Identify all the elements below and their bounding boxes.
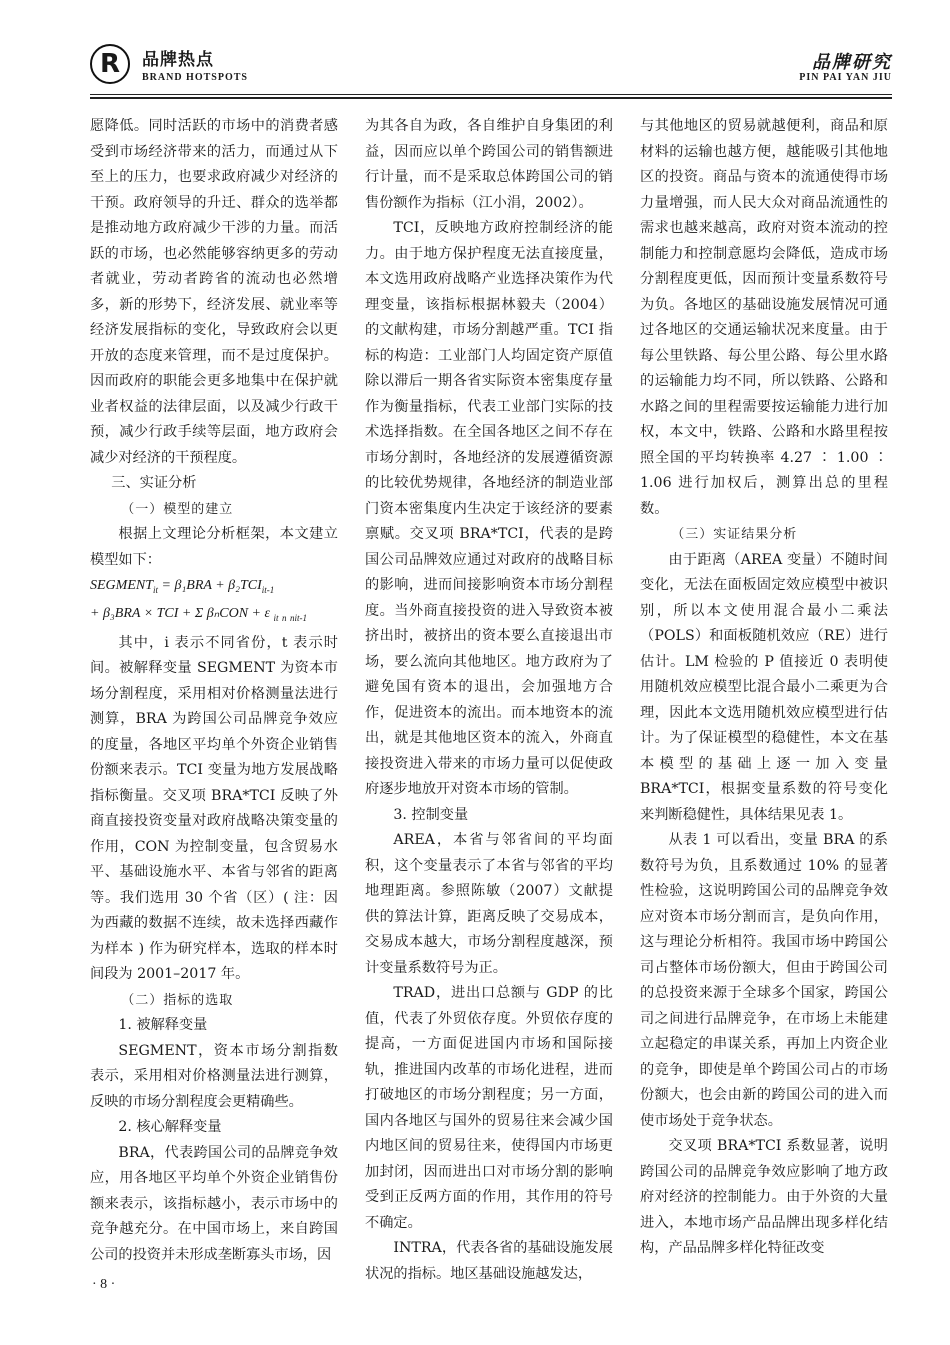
brand-title-en: BRAND HOTSPOTS	[142, 72, 248, 83]
paragraph: BRA，代表跨国公司的品牌竞争效应，用各地区平均单个外资企业销售份额来表示，该指标越小，表示市场中的竞争越充分。在中国市场上，来自跨国公司的投资并未形成垄断寡头市场，因	[90, 1144, 338, 1263]
equation-line-2: + β₃BRA × TCI + Σ βₙCON + ε $_{it}$ $_n$ $_{nit-1}$	[90, 605, 308, 623]
paragraph: 与其他地区的贸易就越便利，商品和原材料的运输也越方便，越能吸引其他地区的投资。商品与资本的流通使得市场力量增强，而人民大众对商品流通性的需求也越来越高，政府对资本流动的控制能力和控制意愿均会降低，造成市场分割程度更低，因而预计变量系数符号为负。各地区的基础设施发展情况可通过各地区的交通运输状况来度量。由于每公里铁路、每公里公路、每公里水路的运输能力均不同，所以铁路、公路和水路之间的里程需要按运输能力进行加权，本文中，铁路、公路和水路里程按照全国的平均转换率 4.27 ∶ 1.00 ∶ 1.06 进行加权后，测算出总的里程数。	[640, 118, 888, 517]
model-equation	[90, 573, 338, 631]
header-rule-thick	[90, 97, 892, 99]
paragraph: 愿降低。同时活跃的市场中的消费者感受到市场经济带来的活力，而通过从下至上的压力，也要求政府减少对经济的干预。政府领导的升迁、群众的选举都是推动地方政府减少干涉的力量。而活跃的市场，也必然能够容纳更多的劳动者就业，劳动者跨省的流动也必然增多，新的形势下，经济发展、就业率等经济发展指标的变化，导致政府会以更开放的态度来管理，而不是过度保护。因而政府的职能会更多地集中在保护就业者权益的法律层面，以及减少行政干预，减少行政手续等层面，地方政府会减少对经济的干预程度。	[90, 118, 338, 466]
paragraph: INTRA，代表各省的基础设施发展状况的指标。地区基础设施越发达，	[365, 1240, 613, 1282]
registered-logo-icon: R	[90, 44, 130, 84]
equation-line-1: $SEGMENT_{it} = \beta_1BRA + \beta_2TCI_{it-1}$	[90, 578, 275, 595]
journal-title-cn: 品牌研究	[812, 52, 892, 73]
column-3	[640, 114, 888, 1262]
heading-control-variables: 3. 控制变量	[393, 806, 469, 823]
subsection-heading: （二）指标的选取	[121, 992, 234, 1008]
header-rule-thin	[90, 94, 892, 95]
paragraph: 为其各自为政，各自维护自身集团的利益，因而应以单个跨国公司的销售额进行计量，而不是采取总体跨国公司的销售份额作为指标（江小涓，2002）。	[365, 118, 613, 211]
paragraph: SEGMENT，资本市场分割指数表示，采用相对价格测量法进行测算，反映的市场分割程度会更精确些。	[90, 1042, 338, 1110]
page-number: · 8 ·	[92, 1277, 116, 1292]
section-heading: 三、实证分析	[111, 475, 197, 491]
paragraph: AREA，本省与邻省间的平均面积，这个变量表示了本省与邻省的平均地理距离。参照陈敏（2007）文献提供的算法计算，距离反映了交易成本，交易成本越大，市场分割程度越深，预计变量系数符号为正。	[365, 832, 613, 976]
heading-core-variable: 2. 核心解释变量	[118, 1119, 222, 1136]
page-header	[0, 0, 950, 100]
column-1	[90, 114, 338, 1268]
paragraph: TCI，反映地方政府控制经济的能力。由于地方保护程度无法直接度量，本文选用政府战略产业选择决策作为代理变量，该指标根据林毅夫（2004）的文献构建，市场分割越严重。TCI 指标的构造：工业部门人均固定资产原值除以滞后一期各省实际资本密集度存量作为衡量指标，代表工业部门实际的技术选择指数。在全国各地区之间不存在市场分割时，各地经济的发展遵循资源的比较优势规律，各地经济的制造业部门资本密集度内生决定于该经济的要素禀赋。交叉项 BRA*TCI，代表的是跨国公司品牌效应通过对政府的战略目标的影响，进而间接影响资本市场分割程度。当外商直接投资的进入导致资本被挤出时，被挤出的资本要么直接退出市场，要么流向其他地区。地方政府为了避免国有资本的退出，会加强地方合作，促进资本的流出。而本地资本的流出，就是其他地区资本的流入，外商直接投资进入带来的市场力量可以促使政府逐步地放开对资本市场的管制。	[365, 220, 613, 797]
paragraph: 其中，i 表示不同省份，t 表示时间。被解释变量 SEGMENT 为资本市场分割程度，采用相对价格测量法进行测算，BRA 为跨国公司品牌竞争效应的度量，各地区平均单个外资企业销售份额来表示。TCI 变量为地方发展战略指标衡量。交叉项 BRA*TCI 反映了外商直接投资变量对政府战略决策变量的作用，CON 为控制变量，包含贸易水平、基础设施水平、本省与邻省的距离等。我们选用 30 个省（区）( 注：因为西藏的数据不连续，故未选择西藏作为样本 ) 作为研究样本，选取的样本时间段为 2001–2017 年。	[90, 634, 338, 983]
paragraph: 由于距离（AREA 变量）不随时间变化，无法在面板固定效应模型中被识别，所以本文使用混合最小二乘法（POLS）和面板随机效应（RE）进行估计。LM 检验的 P 值接近 0 表明使用随机效应模型比混合最小二乘更为合理，因此本文选用随机效应模型进行估计。为了保证模型的稳健性，本文在基本模型的基础上逐一加入变量 BRA*TCI，根据变量系数的符号变化来判断稳健性，具体结果见表 1。	[640, 551, 888, 823]
column-2	[365, 114, 613, 1287]
paragraph: 根据上文理论分析框架，本文建立模型如下：	[90, 526, 338, 568]
paragraph: 从表 1 可以看出，变量 BRA 的系数符号为负，且系数通过 10% 的显著性检验，这说明跨国公司的品牌竞争效应对资本市场分割而言，是负向作用，这与理论分析相符。我国市场中跨国公司占整体市场份额大，但由于跨国公司的总投资来源于全球多个国家，跨国公司之间进行品牌竞争，在市场上未能建立起稳定的串谋关系，再加上内资企业的竞争，即使是单个跨国公司占的市场份额大，也会由新的跨国公司的进入而使市场处于竞争状态。	[640, 832, 888, 1129]
journal-title-en: PIN PAI YAN JIU	[799, 72, 892, 83]
paragraph: 交叉项 BRA*TCI 系数显著，说明跨国公司的品牌竞争效应影响了地方政府对经济的控制能力。由于外资的大量进入，本地市场产品品牌出现多样化结构，产品品牌多样化特征改变	[640, 1138, 888, 1256]
brand-title-cn: 品牌热点	[142, 50, 214, 70]
subsection-heading: （三）实证结果分析	[671, 527, 798, 542]
subsection-heading: （一）模型的建立	[121, 501, 234, 517]
paragraph: TRAD，进出口总额与 GDP 的比值，代表了外贸依存度。外贸依存度的提高，一方面促进国内市场和国际接轨，推进国内改革的市场化进程，进而打破地区的市场分割程度；另一方面，国内各地区与国外的贸易往来会减少国内地区间的贸易往来，使得国内市场更加封闭，因而进出口对市场分割的影响受到正反两方面的作用，其作用的符号不确定。	[365, 985, 613, 1231]
heading-dependent-variable: 1. 被解释变量	[118, 1017, 208, 1034]
